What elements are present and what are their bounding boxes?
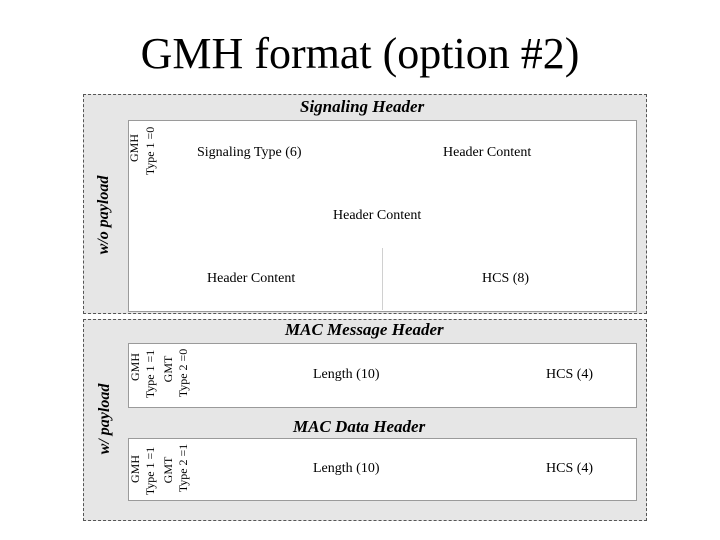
type1-field-label: Type 1 =0 xyxy=(143,126,157,176)
length-field: Length (10) xyxy=(313,367,380,382)
mac-message-header-title: MAC Message Header xyxy=(285,320,444,339)
gmh-field-label: GMH xyxy=(128,455,142,484)
slide-title: GMH format (option #2) xyxy=(140,29,580,78)
signaling-header-title: Signaling Header xyxy=(300,97,425,116)
header-content-field-middle: Header Content xyxy=(333,208,422,223)
hcs-field: HCS (4) xyxy=(546,367,594,382)
hcs-field: HCS (4) xyxy=(546,461,594,476)
gmh-field-label: GMH xyxy=(128,353,142,382)
mac-data-header-title: MAC Data Header xyxy=(293,417,426,436)
length-field: Length (10) xyxy=(313,461,380,476)
hcs-field: HCS (8) xyxy=(482,271,530,286)
type2-field-label: Type 2 =1 xyxy=(176,443,190,493)
type2-field-label: Type 2 =0 xyxy=(176,348,190,398)
gmt-field-label: GMT xyxy=(161,355,175,383)
with-payload-side-label: w/ payload xyxy=(96,383,113,455)
header-content-field-bottom: Header Content xyxy=(207,271,296,286)
type1-field-label: Type 1 =1 xyxy=(143,349,157,399)
gmh-field-label: GMH xyxy=(127,134,141,163)
signaling-type-field: Signaling Type (6) xyxy=(197,145,302,160)
header-content-field-top: Header Content xyxy=(443,145,532,160)
no-payload-side-label: w/o payload xyxy=(95,175,112,255)
divider-line xyxy=(382,248,383,310)
type1-field-label: Type 1 =1 xyxy=(143,446,157,496)
gmt-field-label: GMT xyxy=(161,456,175,484)
